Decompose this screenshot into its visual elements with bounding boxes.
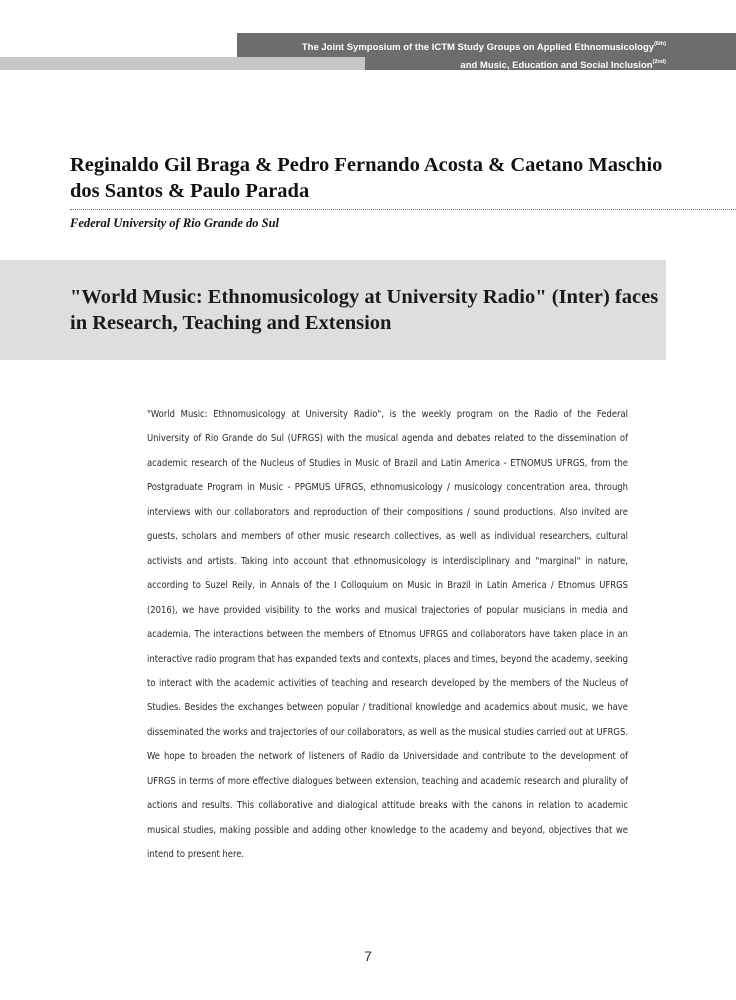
paper-title: "World Music: Ethnomusicology at University Radio" (Inter) faces in Research, Teaching and Extension	[70, 286, 659, 334]
header-accent-bar	[0, 57, 365, 70]
abstract-text: "World Music: Ethnomusicology at University Radio", is the weekly program on the Radio of the Federal University of Rio Grande do Sul (UFRGS) with the musical agenda and debates related to the dissemination of academic research of the Nucleus of Studies in Music of Brazil and Latin America - ETNOMUS UFRGS, from the Postgraduate Program in Music - PPGMUS UFRGS, ethnomusicology / musicology concentration area, through interviews with our collaborators and reproduction of their compositions / sound productions. Also invited are guests, scholars and members of other music research collectives, as well as individual researchers, cultural activists and artists. Taking into account that ethnomusicology is interdisciplinary and "marginal" in nature, according to Suzel Reily, in Annals of the I Colloquium on Music in Brazil in Latin America / Etnomus UFRGS (2016), we have provided visibility to the works and musical trajectories of popular musicians in media and academia. The interactions between the members of Etnomus UFRGS and collaborators have taken place in an interactive radio program that has expanded texts and contexts, places and times, beyond the academy, seeking to interact with the academic activities of teaching and research developed by the members of the Nucleus of Studies. Besides the exchanges between popular / traditional knowledge and academics about music, we have disseminated the works and trajectories of our collaborators, as well as the musical studies carried out at UFRGS. We hope to broaden the network of listeners of Radio da Universidade and contribute to the development of UFRGS in terms of more effective dialogues between extension, teaching and academic research and plurality of actions and results. This collaborative and dialogical attitude breaks with the canons in relation to academic musical studies, making possible and adding other knowledge to the academy and beyond, objectives that we intend to present here.	[147, 409, 628, 861]
affiliation: Federal University of Rio Grande do Sul	[70, 216, 280, 230]
header-edition-1: (6th)	[654, 41, 666, 47]
header-edition-2: (2nd)	[652, 59, 666, 65]
author-list: Reginaldo Gil Braga & Pedro Fernando Acosta & Caetano Maschio dos Santos & Paulo Parada	[70, 154, 663, 202]
page-number: 7	[364, 948, 372, 964]
dotted-divider	[70, 209, 736, 210]
header-line-1: The Joint Symposium of the ICTM Study Groups on Applied Ethnomusicology$^{(6th)}$	[301, 41, 666, 53]
header-line-2: and Music, Education and Social Inclusion$^{(2nd)}$	[460, 59, 666, 71]
